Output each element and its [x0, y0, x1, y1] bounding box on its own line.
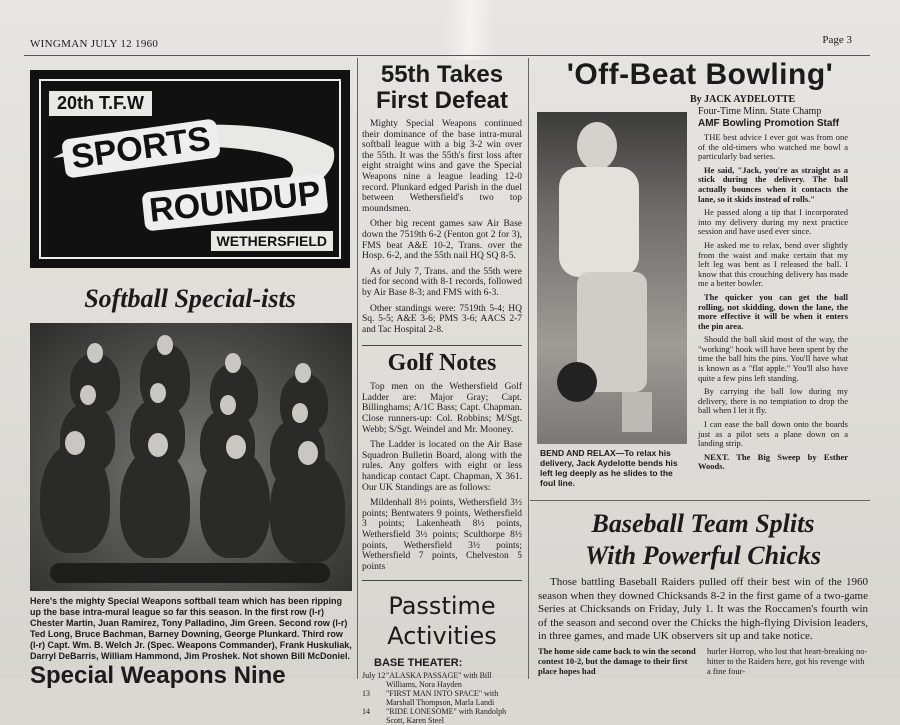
- passtime-line2: Activities: [387, 622, 497, 651]
- passtime-line1: Passtime: [388, 592, 496, 621]
- theater-listing: [362, 707, 522, 725]
- bowling-subhead-title: Four-Time Minn. State Champ: [698, 106, 822, 117]
- bowler-photo-caption: BEND AND RELAX—To relax his delivery, Jack Aydelotte bends his left leg deeply as he slides to the foul line.: [540, 448, 678, 488]
- theater-date: 14: [362, 707, 370, 717]
- theater-film: "FIRST MAN INTO SPACE" with Marshall Thompson, Marla Landi: [386, 689, 499, 708]
- defeat-paragraph: Mighty Special Weapons continued their dominance of the base intra-mural softball league with a big 3-2 win over the 55th. It was the 55th's first loss after eight straight wins and gave the Special Weapons nine a league leading 12-0 record. Plunkard edged Parish in the duel between Wethersfield's two top moundsmen.: [362, 119, 522, 214]
- baseball-headline-line1: Baseball Team Splits: [591, 509, 815, 538]
- bowler-photo: [537, 112, 687, 444]
- baseball-headline: [538, 508, 868, 572]
- theater-listing: [362, 689, 522, 707]
- passtime-headline: [362, 580, 522, 651]
- logo-wethersfield: WETHERSFIELD: [211, 231, 333, 251]
- golf-headline: Golf Notes: [362, 345, 522, 377]
- logo-sports: SPORTS: [61, 118, 221, 178]
- golf-paragraph: Mildenhall 8½ points, Wethersfield 3½ points; Bentwaters 9 points, Wethersfield 3 points; Lakenheath 8½ points, Wethersfield 3½ points; Sculthorpe 8½ points, Wethersfield 3½ points; Wethersfield 7 points, Chelveston 5 points: [362, 498, 522, 572]
- golf-paragraph: Top men on the Wethersfield Golf Ladder are: Major Gray; Capt. Billinghams; A/1C Bass; Capt. Chapman. Close runners-up: Col. Robbins; M/Sgt. Webb; S/Sgt. Weindel and Mr. Mooney.: [362, 382, 522, 435]
- baseball-lead: [538, 576, 868, 644]
- theater-date: July 12: [362, 671, 386, 681]
- top-rule: [24, 55, 870, 56]
- bowling-paragraph: I can ease the ball down onto the boards just as a pilot sets a plane down on a landing strip.: [698, 419, 848, 449]
- softball-team-photo: [30, 323, 352, 591]
- defeat-headline: 55th Takes First Defeat: [375, 61, 509, 114]
- defeat-paragraph: As of July 7, Trans. and the 55th were tied for second with 8-1 records, followed by Air Base 8-3; and FMS with 6-3.: [362, 266, 522, 298]
- bowling-paragraph: THE best advice I ever got was from one of the old-timers who watched me bowl a particularly bad series.: [698, 132, 848, 162]
- baseball-right-column: hurler Horrop, who lost that heart-breaking no-hitter to the Raiders here, got his revenge with a fine four-: [707, 646, 868, 676]
- theater-heading: BASE THEATER:: [374, 657, 463, 670]
- golf-paragraph: The Ladder is located on the Air Base Squadron Bulletin Board, along with the rules. Any golfers with eight or less handicap contact Capt. Chapman, X 361. Our UK Standings are as follows:: [362, 440, 522, 493]
- bowling-paragraph: He said, "Jack, you're as straight as a stick during the delivery. The ball actually bounces when it contacts the lane, so it skids instead of rolls.": [698, 164, 848, 204]
- bowling-subhead-staff: AMF Bowling Promotion Staff: [698, 118, 840, 129]
- bowling-paragraph: NEXT. The Big Sweep by Esther Woods.: [698, 451, 848, 472]
- theater-film: "ALASKA PASSAGE" with Bill Williams, Nora Hayden: [386, 671, 492, 690]
- bowling-article: [698, 106, 848, 472]
- middle-column: [362, 60, 522, 725]
- theater-listing: [362, 671, 522, 689]
- baseball-rule: [530, 500, 870, 501]
- bowling-headline: 'Off-Beat Bowling': [566, 58, 834, 91]
- defeat-article: [362, 119, 522, 335]
- paper-fold: [445, 0, 495, 60]
- golf-article: [362, 382, 522, 572]
- bowling-paragraph: By carrying the ball low during my delivery, there is no temptation to drop the ball when I let it fly.: [698, 386, 848, 416]
- logo-tfw: 20th T.F.W: [49, 91, 152, 116]
- bowling-byline: By JACK AYDELOTTE: [690, 94, 796, 105]
- baseball-lead-paragraph: Those battling Baseball Raiders pulled off their best win of the 1960 season when they downed Chicksands 8-2 in the first game of a two-game Series at Chicksands on Friday, July 1. It was the Roccamen's fourth win of the season and second over the Chicks the high-flying Division leaders, in three games, and made UK observers sit up and take notice.: [538, 576, 868, 643]
- baseball-columns: [538, 646, 868, 679]
- theater-film: "RIDE LONESOME" with Randolph Scott, Karen Steel: [386, 707, 507, 725]
- masthead-date: WINGMAN JULY 12 1960: [30, 38, 159, 50]
- defeat-paragraph: Other standings were: 7519th 5-4; HQ Sq. 5-5; A&E 3-6; PMS 3-6; AACS 2-7 and Tac Hospital 2-8.: [362, 303, 522, 335]
- defeat-paragraph: Other big recent games saw Air Base down the 7519th 6-2 (Fenton got 2 for 3), FMS beat A&E 10-2, Trans. over the Hosp. 6-2, and the 55th nail HQ SQ 8-5.: [362, 219, 522, 262]
- baseball-left-column: The home side came back to win the second contest 10-2, but the damage to their first place hopes had: [538, 646, 696, 676]
- softball-photo-caption: Here's the mighty Special Weapons softball team which has been ripping up the base intra-mural league so far this season. In the first row (l-r) Chester Martin, Juan Ramirez, Tony Palladino, Jim Green. Second row (l-r) Ted Long, Bruce Bachman, Barney Downing, George Plunkard. Third row (l-r) Capt. Wm. B. Welch Jr. (Spec. Weapons Commander), Frank Huskuliak, Darryl DeBarris, William Hammond, Jim Proshek. Not shown Bill McDoniel.: [30, 596, 352, 661]
- logo-roundup: ROUNDUP: [141, 173, 328, 231]
- page-number: Page 3: [822, 34, 852, 46]
- sports-roundup-logo: [30, 70, 350, 268]
- softball-headline: Softball Special-ists: [84, 284, 296, 313]
- bowling-paragraph: Should the ball skid most of the way, the "working" hook will have been spent by the time the ball hits the pins. You'll have what is known as a "flat apple." You'll also have quite a few pins left standing.: [698, 334, 848, 383]
- bowling-paragraph: He passed along a tip that I incorporated into my delivery during my next practice session and have used ever since.: [698, 207, 848, 237]
- column-rule-2: [528, 58, 529, 679]
- bowling-paragraph: The quicker you can get the ball rolling, not skidding, down the lane, the more effective it will be when it enters the pin area.: [698, 291, 848, 331]
- baseball-headline-line2: With Powerful Chicks: [585, 541, 821, 570]
- bowling-body: [698, 133, 848, 472]
- column-rule-1: [357, 58, 358, 679]
- special-weapons-headline: Special Weapons Nine: [30, 662, 286, 689]
- theater-date: 13: [362, 689, 370, 699]
- bowling-paragraph: He asked me to relax, bend over slightly from the waist and make certain that my left leg was bent as I released the ball. I know that this crouching delivery has made me a better bowler.: [698, 239, 848, 289]
